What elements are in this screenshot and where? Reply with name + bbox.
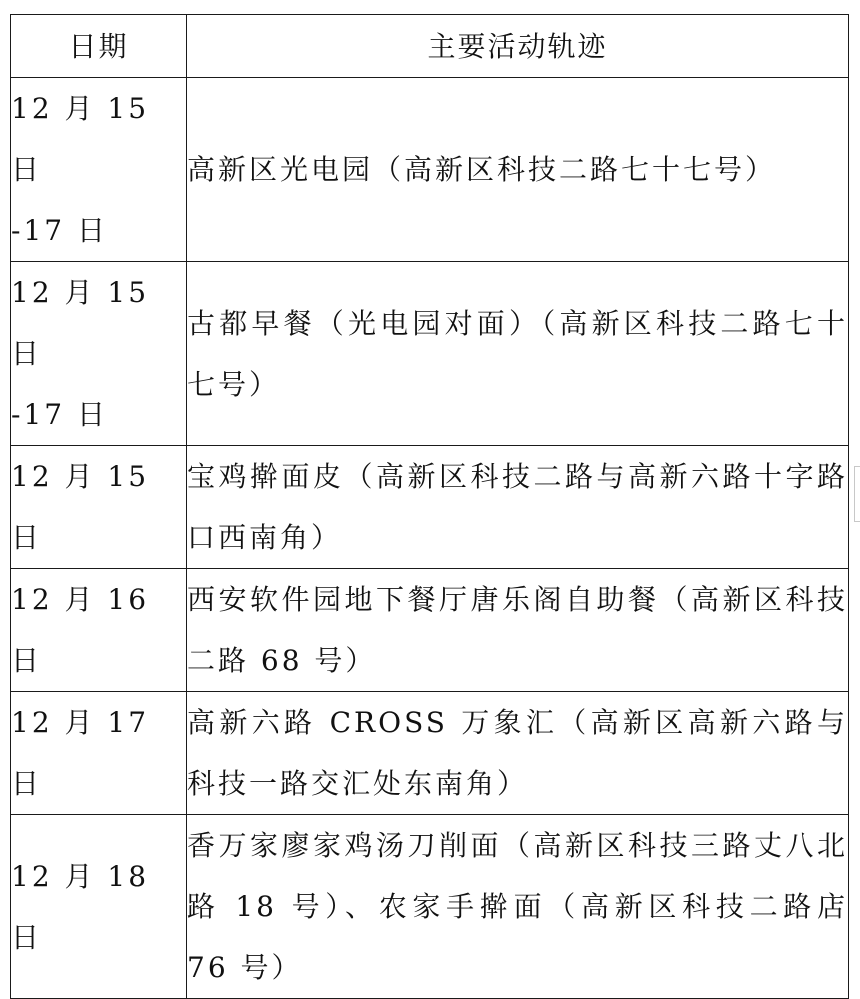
date-column-header: 日期 bbox=[11, 15, 187, 78]
trace-column-header: 主要活动轨迹 bbox=[187, 15, 849, 78]
trace-cell: 高新六路 CROSS 万象汇（高新区高新六路与科技一路交汇处东南角） bbox=[187, 692, 849, 815]
table-row bbox=[11, 446, 849, 569]
date-cell: 12 月 15 日 bbox=[11, 446, 187, 569]
date-cell: 12 月 18 日 bbox=[11, 815, 187, 999]
trace-cell: 高新区光电园（高新区科技二路七十七号） bbox=[187, 78, 849, 262]
table-row bbox=[11, 692, 849, 815]
date-cell: 12 月 15 日 -17 日 bbox=[11, 262, 187, 446]
table-row bbox=[11, 262, 849, 446]
activity-trace-table bbox=[10, 14, 849, 999]
trace-cell: 香万家廖家鸡汤刀削面（高新区科技三路丈八北路 18 号）、农家手擀面（高新区科技二路店 76 号） bbox=[187, 815, 849, 999]
date-cell: 12 月 16 日 bbox=[11, 569, 187, 692]
table-row bbox=[11, 815, 849, 999]
date-cell: 12 月 17 日 bbox=[11, 692, 187, 815]
trace-cell: 西安软件园地下餐厅唐乐阁自助餐（高新区科技二路 68 号） bbox=[187, 569, 849, 692]
table-row bbox=[11, 78, 849, 262]
table-row bbox=[11, 569, 849, 692]
table-header-row bbox=[11, 15, 849, 78]
date-cell: 12 月 15 日 -17 日 bbox=[11, 78, 187, 262]
trace-cell: 古都早餐（光电园对面）（高新区科技二路七十七号） bbox=[187, 262, 849, 446]
page-edge-fragment bbox=[854, 466, 860, 522]
trace-cell: 宝鸡擀面皮（高新区科技二路与高新六路十字路口西南角） bbox=[187, 446, 849, 569]
